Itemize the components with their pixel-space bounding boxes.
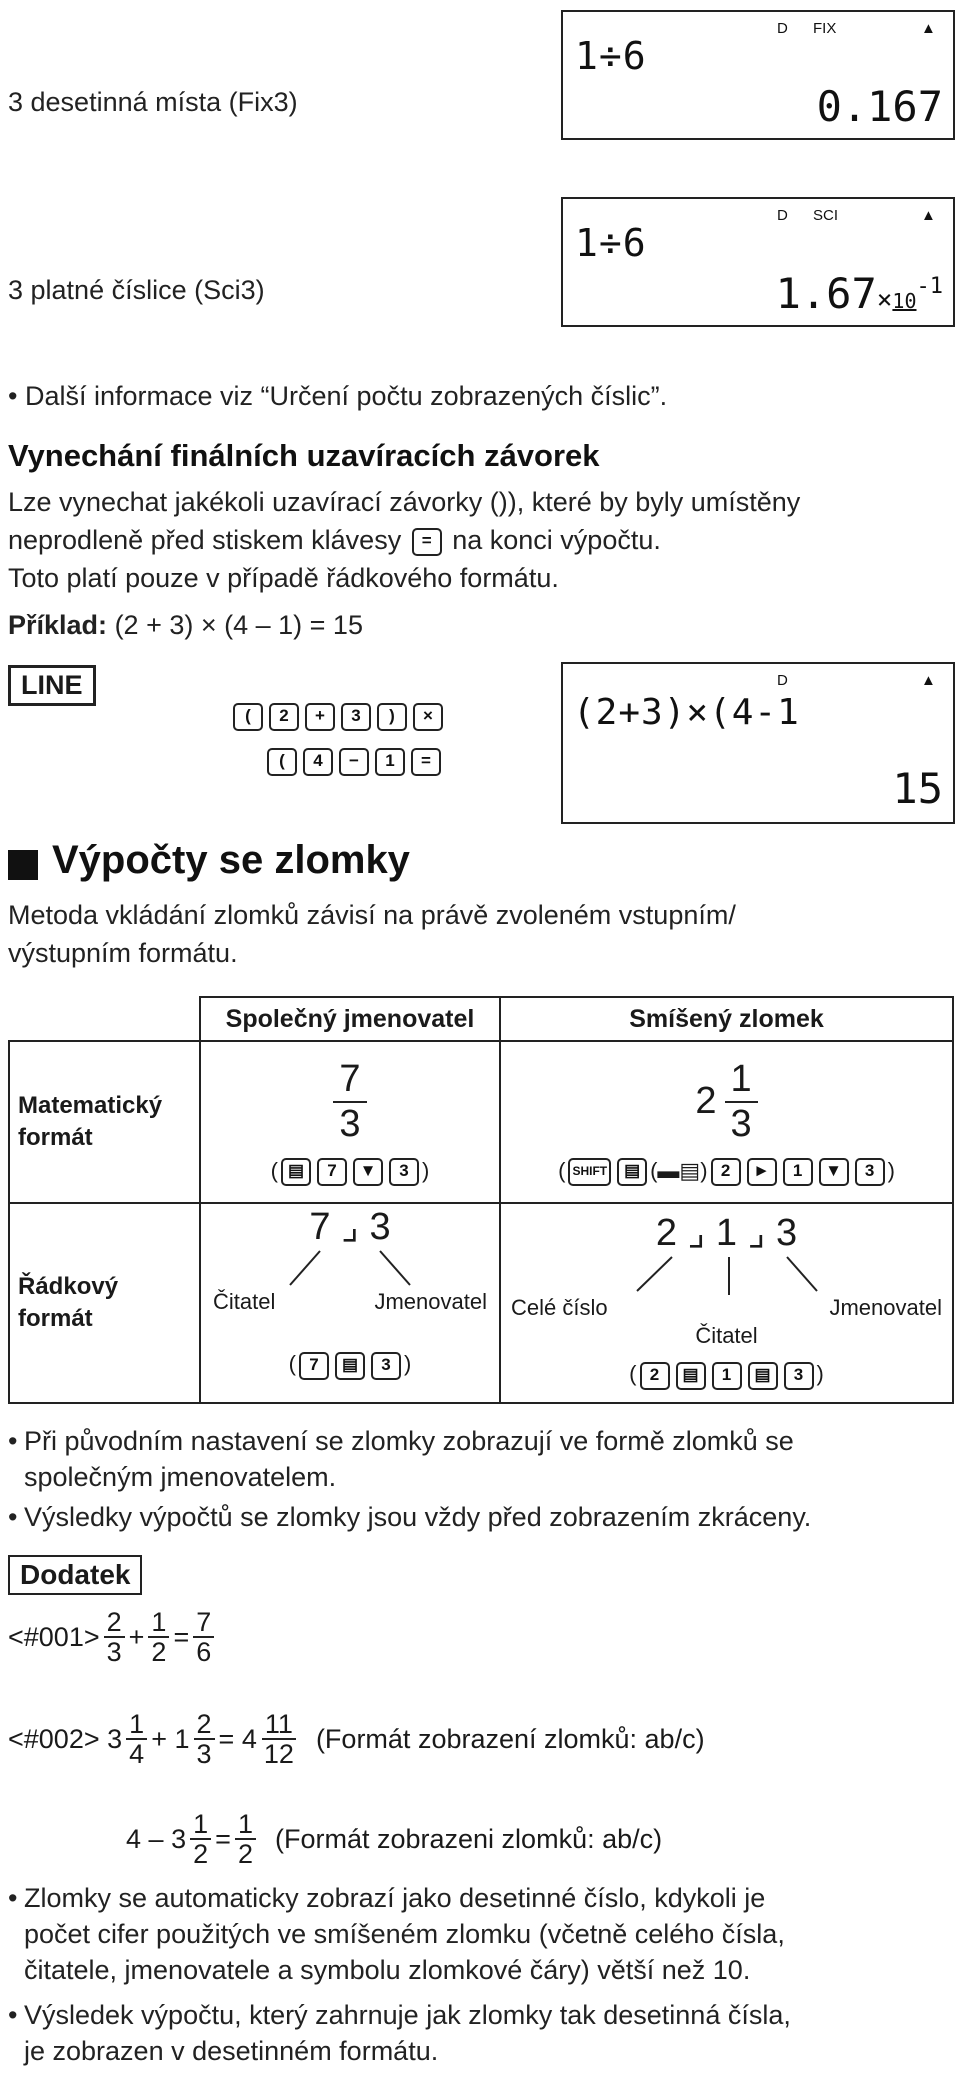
denominator-label: Jmenovatel bbox=[374, 1289, 487, 1315]
times-sign: × bbox=[876, 285, 893, 315]
calculator-key-icon: 1 bbox=[712, 1362, 742, 1390]
bullet-item: • Zlomky se automaticky zobrazí jako desetinné číslo, kdykoli je počet cifer použitých ve smíšeném zlomku (včetně celého čísla, čitatele, jmenovatele a symbolu zlomkové čáry) větší než 10. bbox=[24, 1880, 785, 1988]
calculator-key-icon: = bbox=[411, 748, 441, 776]
example-label: Příklad: bbox=[8, 610, 108, 640]
format-note: (Formát zobrazeni zlomků: ab/c) bbox=[274, 1823, 663, 1854]
lcd-expression: 1÷6 bbox=[575, 34, 647, 78]
paragraph-line: Lze vynechat jakékoli uzavírací závorky ()), které by byly umístěny bbox=[8, 487, 801, 517]
text-part: na konci výpočtu. bbox=[452, 525, 661, 555]
equals-key-icon: = bbox=[412, 528, 442, 556]
calculator-key-icon: 7 bbox=[299, 1352, 329, 1380]
digits-note: • Další informace viz “Určení počtu zobrazených číslic”. bbox=[8, 381, 668, 411]
bullet-item: • Výsledek výpočtu, který zahrnuje jak zlomky tak desetinná čísla, je zobrazen v desetinném formátu. bbox=[24, 1997, 791, 2069]
result-mantissa: 1.67 bbox=[775, 269, 877, 318]
appendix-example-2: <#002> 3 $\frac{1}{4}$ + 1 $\frac{2}{3}$ = 4 $\frac{11}{12}$ (Formát zobrazení zlomků: ab/c) bbox=[8, 1709, 705, 1770]
d-indicator: D bbox=[777, 672, 788, 689]
row-label: Řádkový formát bbox=[9, 1203, 200, 1403]
exp-base: 10 bbox=[892, 289, 917, 313]
section-heading: Výpočty se zlomky bbox=[52, 838, 410, 882]
calculator-key-icon: 3 bbox=[855, 1158, 885, 1186]
lcd-result: 0.167 bbox=[816, 82, 943, 131]
calculator-key-icon: ▼ bbox=[353, 1158, 383, 1186]
calculator-key-icon: 3 bbox=[341, 703, 371, 731]
scroll-up-arrow-icon: ▲ bbox=[921, 20, 936, 37]
calculator-key-icon: 2 bbox=[711, 1158, 741, 1186]
numerator-label: Čitatel bbox=[213, 1289, 276, 1315]
d-indicator: D bbox=[777, 207, 788, 224]
calculator-key-icon: 4 bbox=[303, 748, 333, 776]
example-line bbox=[8, 607, 363, 643]
appendix-badge: Dodatek bbox=[8, 1555, 142, 1595]
calculator-key-icon: 3 bbox=[371, 1352, 401, 1380]
key-sequence-row bbox=[264, 748, 444, 776]
line-mode-badge: LINE bbox=[8, 665, 96, 706]
bullet-item: • Při původním nastavení se zlomky zobrazují ve formě zlomků se společným jmenovatelem. bbox=[24, 1423, 794, 1495]
section-square-icon bbox=[8, 850, 38, 880]
denominator-label: Jmenovatel bbox=[829, 1295, 942, 1321]
bullet-item: • Výsledky výpočtů se zlomky jsou vždy před zobrazením zkráceny. bbox=[24, 1499, 811, 1535]
calculator-key-icon: × bbox=[413, 703, 443, 731]
scroll-up-arrow-icon: ▲ bbox=[921, 207, 936, 224]
calculator-key-icon: 1 bbox=[375, 748, 405, 776]
math-mixed-cell bbox=[500, 1041, 953, 1203]
fraction-2-1-3: 2 1 3 bbox=[695, 1058, 757, 1146]
lcd-result: 15 bbox=[892, 764, 943, 813]
key-sequence-row bbox=[230, 703, 446, 731]
section-heading: Vynechání finálních uzavíracích závorek bbox=[8, 438, 600, 473]
calculator-key-icon: ) bbox=[377, 703, 407, 731]
calculator-key-icon: 2 bbox=[640, 1362, 670, 1390]
paragraph-line bbox=[8, 522, 661, 558]
lcd-result bbox=[776, 269, 943, 318]
fraction-7-3: $\frac{7}{3}$ bbox=[333, 1058, 366, 1146]
calculator-key-icon: + bbox=[305, 703, 335, 731]
exp-value: -1 bbox=[916, 274, 943, 299]
calculator-key-icon: ( bbox=[233, 703, 263, 731]
line-fraction-display: 7 ⌟ 3 bbox=[309, 1206, 391, 1249]
calculator-key-icon: 3 bbox=[389, 1158, 419, 1186]
calculator-key-icon: ▤ bbox=[748, 1362, 778, 1390]
calculator-key-icon: − bbox=[339, 748, 369, 776]
fix-indicator: FIX bbox=[813, 20, 837, 37]
calculator-key-icon: ► bbox=[747, 1158, 777, 1186]
appendix-example-3: 4 – 3 $\frac{1}{2}$ = $\frac{1}{2}$ (Formát zobrazeni zlomků: ab/c) bbox=[126, 1809, 663, 1870]
paragraph-line: Metoda vkládání zlomků závisí na právě zvoleném vstupním/ bbox=[8, 900, 736, 930]
paragraph-line: Toto platí pouze v případě řádkového formátu. bbox=[8, 563, 559, 593]
sci3-label: 3 platné číslice (Sci3) bbox=[8, 275, 265, 305]
example-tag: <#001> bbox=[8, 1621, 100, 1652]
d-indicator: D bbox=[777, 20, 788, 37]
fix3-label: 3 desetinná místa (Fix3) bbox=[8, 87, 298, 117]
key-sequence: ( SHIFT ▤ (▬▤) 2 ► 1 ▼ 3 ) bbox=[501, 1158, 952, 1186]
fraction-format-table bbox=[8, 996, 954, 1404]
table-header: Společný jmenovatel bbox=[200, 997, 500, 1041]
format-note: (Formát zobrazení zlomků: ab/c) bbox=[315, 1723, 705, 1754]
calculator-key-icon: ( bbox=[267, 748, 297, 776]
line-common-cell bbox=[200, 1203, 500, 1403]
example-tag: <#002> bbox=[8, 1723, 100, 1754]
calculator-key-icon: ▤ bbox=[281, 1158, 311, 1186]
lcd-expression: (2+3)×(4-1 bbox=[573, 692, 800, 733]
pointer-lines bbox=[250, 1249, 450, 1289]
label-row bbox=[501, 1295, 952, 1321]
key-label: (▬▤) bbox=[650, 1157, 708, 1183]
key-sequence: ( 7 ▤ 3 ) bbox=[201, 1351, 499, 1379]
pointer-lines bbox=[577, 1255, 877, 1295]
numerator-label: Čitatel bbox=[695, 1323, 758, 1349]
lcd-expression: 1÷6 bbox=[575, 221, 647, 265]
text-part: neprodleně před stiskem klávesy bbox=[8, 525, 402, 555]
calculator-key-icon: ▤ bbox=[335, 1352, 365, 1380]
sci-indicator: SCI bbox=[813, 207, 839, 224]
line-mixed-cell bbox=[500, 1203, 953, 1403]
table-header: Smíšený zlomek bbox=[500, 997, 953, 1041]
fraction-key-icon: ▤ bbox=[617, 1158, 647, 1186]
calculator-key-icon: 3 bbox=[784, 1362, 814, 1390]
appendix-example-1: <#001> $\frac{2}{3}$ + $\frac{1}{2}$ = $\frac{7}{6}$ bbox=[8, 1608, 218, 1667]
line-lcd-display bbox=[561, 662, 955, 824]
calculator-key-icon: 2 bbox=[269, 703, 299, 731]
label-row bbox=[201, 1289, 499, 1315]
key-sequence: ( ▤ 7 ▼ 3 ) bbox=[201, 1158, 499, 1186]
line-fraction-display: 2 ⌟ 1 ⌟ 3 bbox=[655, 1212, 798, 1255]
calculator-key-icon: ▤ bbox=[676, 1362, 706, 1390]
row-label: Matematický formát bbox=[9, 1041, 200, 1203]
calculator-key-icon: ▼ bbox=[819, 1158, 849, 1186]
example-expression: (2 + 3) × (4 – 1) = 15 bbox=[114, 610, 363, 640]
shift-key-icon: SHIFT bbox=[568, 1158, 611, 1186]
key-sequence: ( 2 ▤ 1 ▤ 3 ) bbox=[501, 1361, 952, 1389]
sci-lcd-display bbox=[561, 197, 955, 327]
paragraph-line: výstupním formátu. bbox=[8, 938, 238, 968]
scroll-up-arrow-icon: ▲ bbox=[921, 672, 936, 689]
calculator-key-icon: 1 bbox=[783, 1158, 813, 1186]
calculator-key-icon: 7 bbox=[317, 1158, 347, 1186]
fix-lcd-display bbox=[561, 10, 955, 140]
math-common-cell bbox=[200, 1041, 500, 1203]
whole-label: Celé číslo bbox=[511, 1295, 608, 1321]
